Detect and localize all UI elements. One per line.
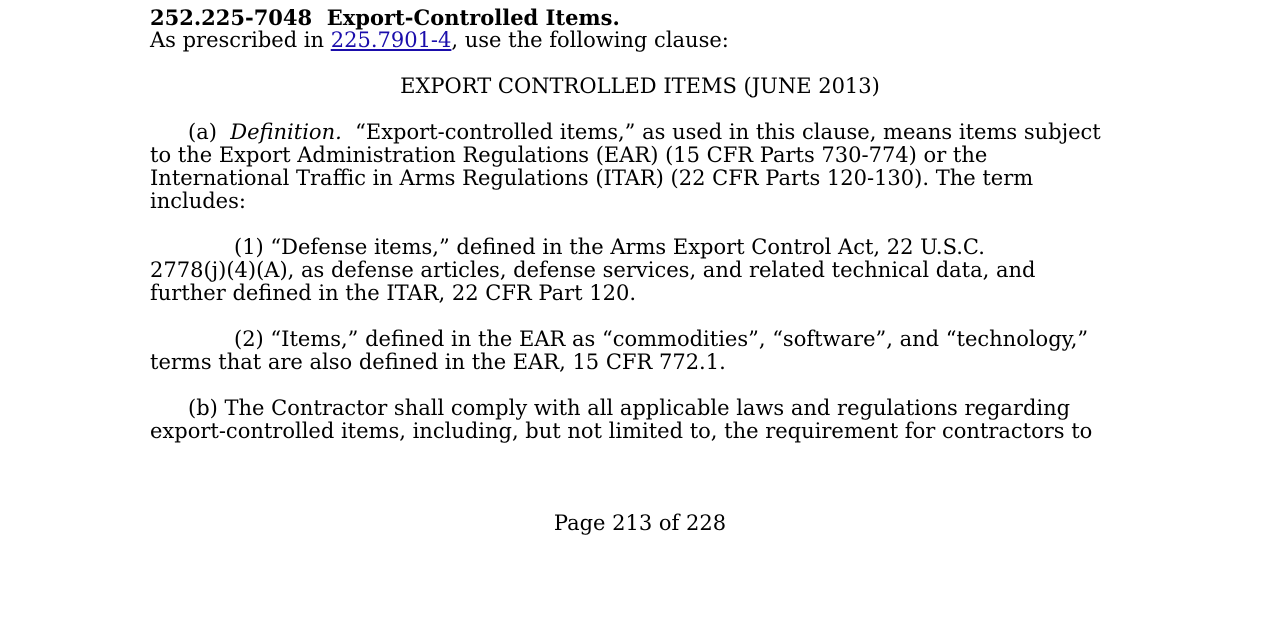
- paragraph-a1: [150, 236, 1130, 305]
- paragraph-a2-line-2: terms that are also defined in the EAR, 15 CFR 772.1.: [150, 350, 726, 374]
- prescribed-suffix: , use the following clause:: [451, 28, 729, 52]
- paragraph-a2: [150, 328, 1130, 374]
- prescribed-line: [150, 29, 1130, 52]
- spacer: [150, 374, 1130, 397]
- clause-heading-line: [150, 6, 1130, 29]
- paragraph-a2-line-1: (2) “Items,” defined in the EAR as “commodities”, “software”, and “technology,”: [234, 327, 1089, 351]
- spacer: [150, 213, 1130, 236]
- paragraph-a1-line-2: 2778(j)(4)(A), as defense articles, defense services, and related technical data, and: [150, 258, 1036, 282]
- paragraph-a: [150, 121, 1130, 213]
- paragraph-a-line-4: includes:: [150, 189, 246, 213]
- prescribed-prefix: As prescribed in: [150, 28, 331, 52]
- spacer: [150, 98, 1130, 121]
- clause-title-centered: EXPORT CONTROLLED ITEMS (JUNE 2013): [400, 74, 880, 98]
- clause-number: 252.225-7048: [150, 5, 313, 30]
- paragraph-a1-line-3: further defined in the ITAR, 22 CFR Part 120.: [150, 281, 636, 305]
- paragraph-a-text-1: “Export-controlled items,” as used in this clause, means items subject: [355, 120, 1101, 144]
- paragraph-a-line-1: [150, 121, 1130, 144]
- paragraph-b-line-2: export-controlled items, including, but not limited to, the requirement for contractors to: [150, 419, 1093, 443]
- clause-title: Export-Controlled Items.: [326, 5, 620, 30]
- document-page: [150, 6, 1130, 443]
- paragraph-a-label: (a): [188, 120, 217, 144]
- paragraph-a-line-3: International Traffic in Arms Regulations (ITAR) (22 CFR Parts 120-130). The term: [150, 166, 1034, 190]
- paragraph-a1-line-1: (1) “Defense items,” defined in the Arms Export Control Act, 22 U.S.C.: [234, 235, 985, 259]
- spacer: [150, 305, 1130, 328]
- reference-link-225-7901-4[interactable]: 225.7901-4: [330, 28, 452, 52]
- paragraph-b-line-1: (b) The Contractor shall comply with all applicable laws and regulations regarding: [188, 396, 1071, 420]
- paragraph-a-line-2: to the Export Administration Regulations (EAR) (15 CFR Parts 730-774) or the: [150, 143, 988, 167]
- page-number: Page 213 of 228: [553, 511, 727, 535]
- paragraph-b: [150, 397, 1130, 443]
- spacer: [150, 52, 1130, 75]
- paragraph-a-term: Definition.: [230, 120, 342, 144]
